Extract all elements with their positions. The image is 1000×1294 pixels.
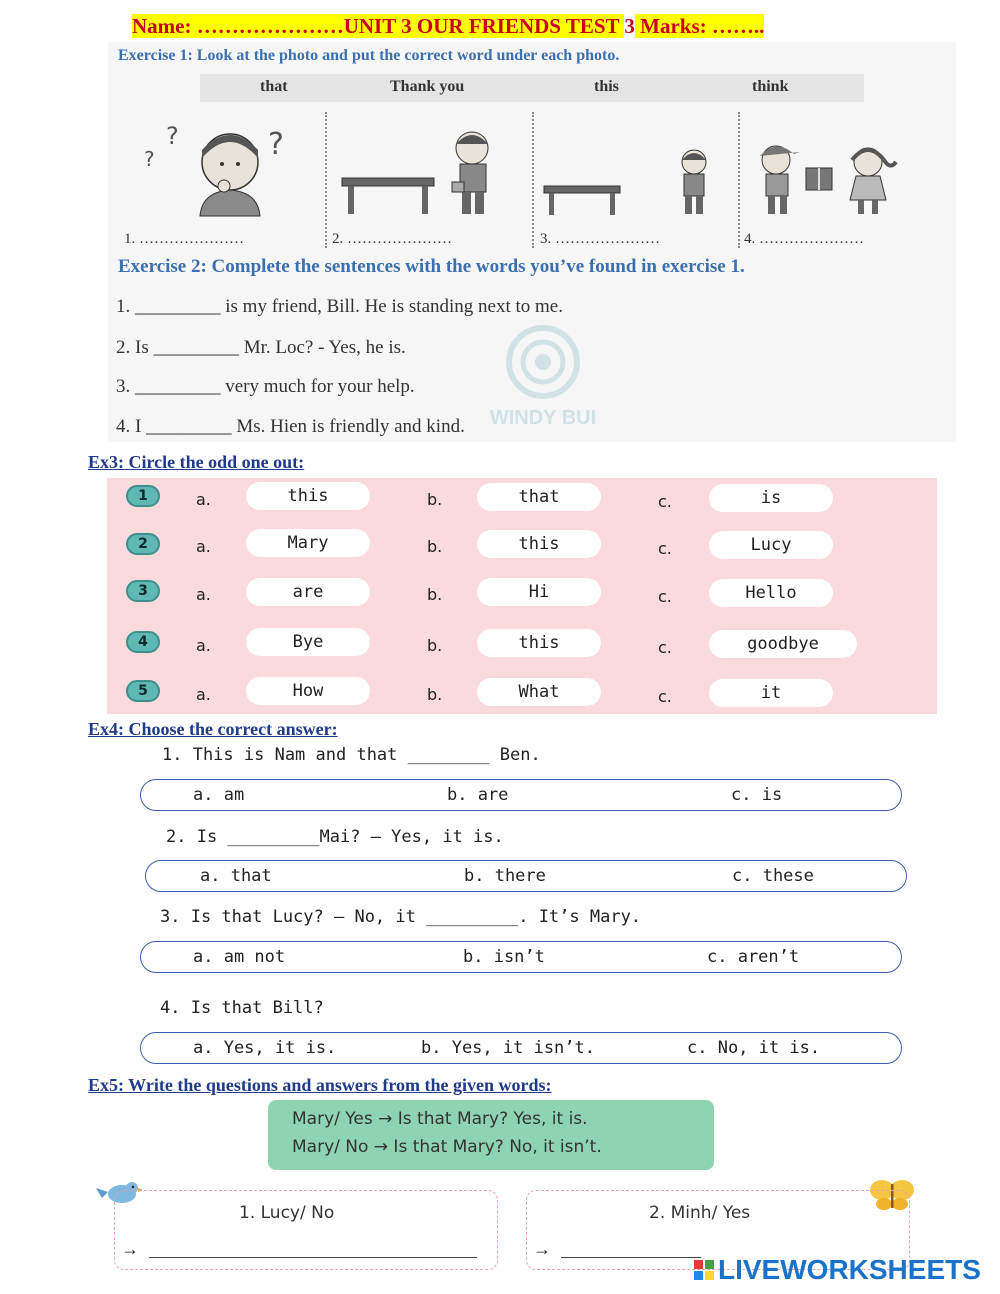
row-number-badge: 5	[126, 680, 160, 702]
option-letter-a: a.	[196, 537, 211, 556]
table-and-boy-illustration	[340, 128, 520, 218]
windy-bui-watermark	[478, 322, 608, 432]
odd-one-option[interactable]: goodbye	[709, 630, 857, 658]
odd-one-option[interactable]: What	[477, 678, 601, 706]
ex3-title: Ex3: Circle the odd one out:	[88, 452, 305, 472]
option-letter-b: b.	[427, 685, 443, 704]
answer-blank-1[interactable]: 1. …………………	[124, 231, 244, 247]
word-bank-item: that	[260, 78, 288, 95]
option-letter-b: b.	[427, 585, 443, 604]
arrow-right-icon: →	[533, 1239, 551, 1259]
picture-divider	[532, 112, 534, 248]
ex4-answer-row-2	[145, 860, 907, 892]
option-letter-a: a.	[196, 636, 211, 655]
odd-one-option[interactable]: Hi	[477, 578, 601, 606]
odd-one-option[interactable]: this	[477, 629, 601, 657]
answer-option[interactable]: a. that	[200, 866, 272, 886]
odd-one-option[interactable]: it	[709, 679, 833, 707]
ex5-title: Ex5: Write the questions and answers from the given words:	[88, 1075, 552, 1095]
worksheet-header	[132, 14, 764, 39]
odd-one-option[interactable]: Bye	[246, 628, 370, 656]
write-prompt-1: 1. Lucy/ No	[239, 1203, 335, 1223]
exercise2-sentence-4: 4. I _________ Ms. Hien is friendly and kind.	[116, 416, 465, 437]
write-prompt-2: 2. Minh/ Yes	[649, 1203, 751, 1223]
ex4-question-3: 3. Is that Lucy? – No, it _________. It’s Mary.	[160, 907, 642, 927]
answer-option[interactable]: b. isn’t	[463, 947, 545, 967]
option-letter-c: c.	[658, 687, 672, 706]
option-letter-b: b.	[427, 537, 443, 556]
picture-divider	[325, 112, 327, 248]
answer-line-2[interactable]	[561, 1257, 701, 1258]
liveworksheets-logo-icon	[694, 1260, 714, 1280]
odd-one-option[interactable]: that	[477, 483, 601, 511]
odd-one-option[interactable]: Lucy	[709, 531, 833, 559]
svg-text:?: ?	[268, 127, 284, 162]
answer-option[interactable]: a. Yes, it is.	[193, 1038, 337, 1058]
odd-one-option[interactable]: is	[709, 484, 833, 512]
ex4-question-1: 1. This is Nam and that ________ Ben.	[162, 745, 541, 765]
word-bank-item: Thank you	[390, 78, 465, 95]
write-box-1	[114, 1190, 498, 1270]
answer-option[interactable]: c. No, it is.	[687, 1038, 821, 1058]
option-letter-c: c.	[658, 492, 672, 511]
row-number-badge: 1	[126, 485, 160, 507]
row-number-badge: 2	[126, 533, 160, 555]
exercise2-sentence-1: 1. _________ is my friend, Bill. He is standing next to me.	[116, 296, 563, 317]
answer-option[interactable]: c. these	[732, 866, 814, 886]
odd-one-option[interactable]: Mary	[246, 529, 370, 557]
option-letter-b: b.	[427, 490, 443, 509]
liveworksheets-wordmark: LIVEWORKSHEETS	[718, 1254, 981, 1285]
svg-text:?: ?	[144, 147, 155, 171]
answer-option[interactable]: a. am not	[193, 947, 286, 967]
answer-option[interactable]: b. are	[447, 785, 509, 805]
exercise2-sentence-2: 2. Is _________ Mr. Loc? - Yes, he is.	[116, 337, 406, 358]
answer-option[interactable]: b. there	[464, 866, 546, 886]
ex4-question-2: 2. Is _________Mai? – Yes, it is.	[166, 827, 504, 847]
answer-blank-3[interactable]: 3. …………………	[540, 231, 660, 247]
answer-line-1[interactable]	[149, 1257, 477, 1258]
option-letter-b: b.	[427, 636, 443, 655]
option-letter-c: c.	[658, 638, 672, 657]
thinking-boy-illustration	[140, 120, 300, 220]
answer-option[interactable]: c. is	[731, 785, 783, 805]
picture-divider	[738, 112, 740, 248]
example-line-1: Mary/ Yes → Is that Mary? Yes, it is.	[292, 1109, 588, 1129]
option-letter-a: a.	[196, 685, 211, 704]
word-bank-item: think	[752, 78, 789, 95]
header-test-number: 3	[624, 14, 635, 38]
header-marks: Marks: ……..	[634, 14, 765, 38]
answer-blank-2[interactable]: 2. …………………	[332, 231, 452, 247]
ex4-title: Ex4: Choose the correct answer:	[88, 719, 338, 739]
svg-text:?: ?	[166, 122, 179, 150]
odd-one-out-panel	[107, 478, 937, 714]
odd-one-option[interactable]: How	[246, 677, 370, 705]
watermark-text: WINDY BUI	[489, 407, 597, 429]
ex4-answer-row-4	[140, 1032, 902, 1064]
word-bank-item: this	[594, 78, 619, 95]
exercise2-sentence-3: 3. _________ very much for your help.	[116, 376, 415, 397]
odd-one-option[interactable]: this	[246, 482, 370, 510]
answer-blank-4[interactable]: 4. …………………	[744, 231, 864, 247]
children-gift-illustration	[750, 140, 940, 218]
option-letter-a: a.	[196, 585, 211, 604]
row-number-badge: 3	[126, 580, 160, 602]
exercise2-title: Exercise 2: Complete the sentences with the words you’ve found in exercise 1.	[118, 256, 745, 277]
header-name-title: Name: …………………UNIT 3 OUR FRIENDS TEST	[132, 14, 625, 38]
small-table-and-boy-illustration	[542, 148, 722, 218]
example-line-2: Mary/ No → Is that Mary? No, it isn’t.	[292, 1137, 602, 1157]
option-letter-a: a.	[196, 490, 211, 509]
ex4-question-4: 4. Is that Bill?	[160, 998, 324, 1018]
arrow-right-icon: →	[121, 1239, 139, 1259]
answer-option[interactable]: a. am	[193, 785, 245, 805]
example-box	[268, 1100, 714, 1170]
ex4-answer-row-1	[140, 779, 902, 811]
odd-one-option[interactable]: are	[246, 578, 370, 606]
row-number-badge: 4	[126, 631, 160, 653]
answer-option[interactable]: c. aren’t	[707, 947, 800, 967]
exercise1-title: Exercise 1: Look at the photo and put the correct word under each photo.	[118, 47, 620, 64]
option-letter-c: c.	[658, 587, 672, 606]
answer-option[interactable]: b. Yes, it isn’t.	[421, 1038, 595, 1058]
odd-one-option[interactable]: Hello	[709, 579, 833, 607]
word-bank	[200, 74, 864, 102]
option-letter-c: c.	[658, 539, 672, 558]
odd-one-option[interactable]: this	[477, 530, 601, 558]
ex4-answer-row-3	[140, 941, 902, 973]
